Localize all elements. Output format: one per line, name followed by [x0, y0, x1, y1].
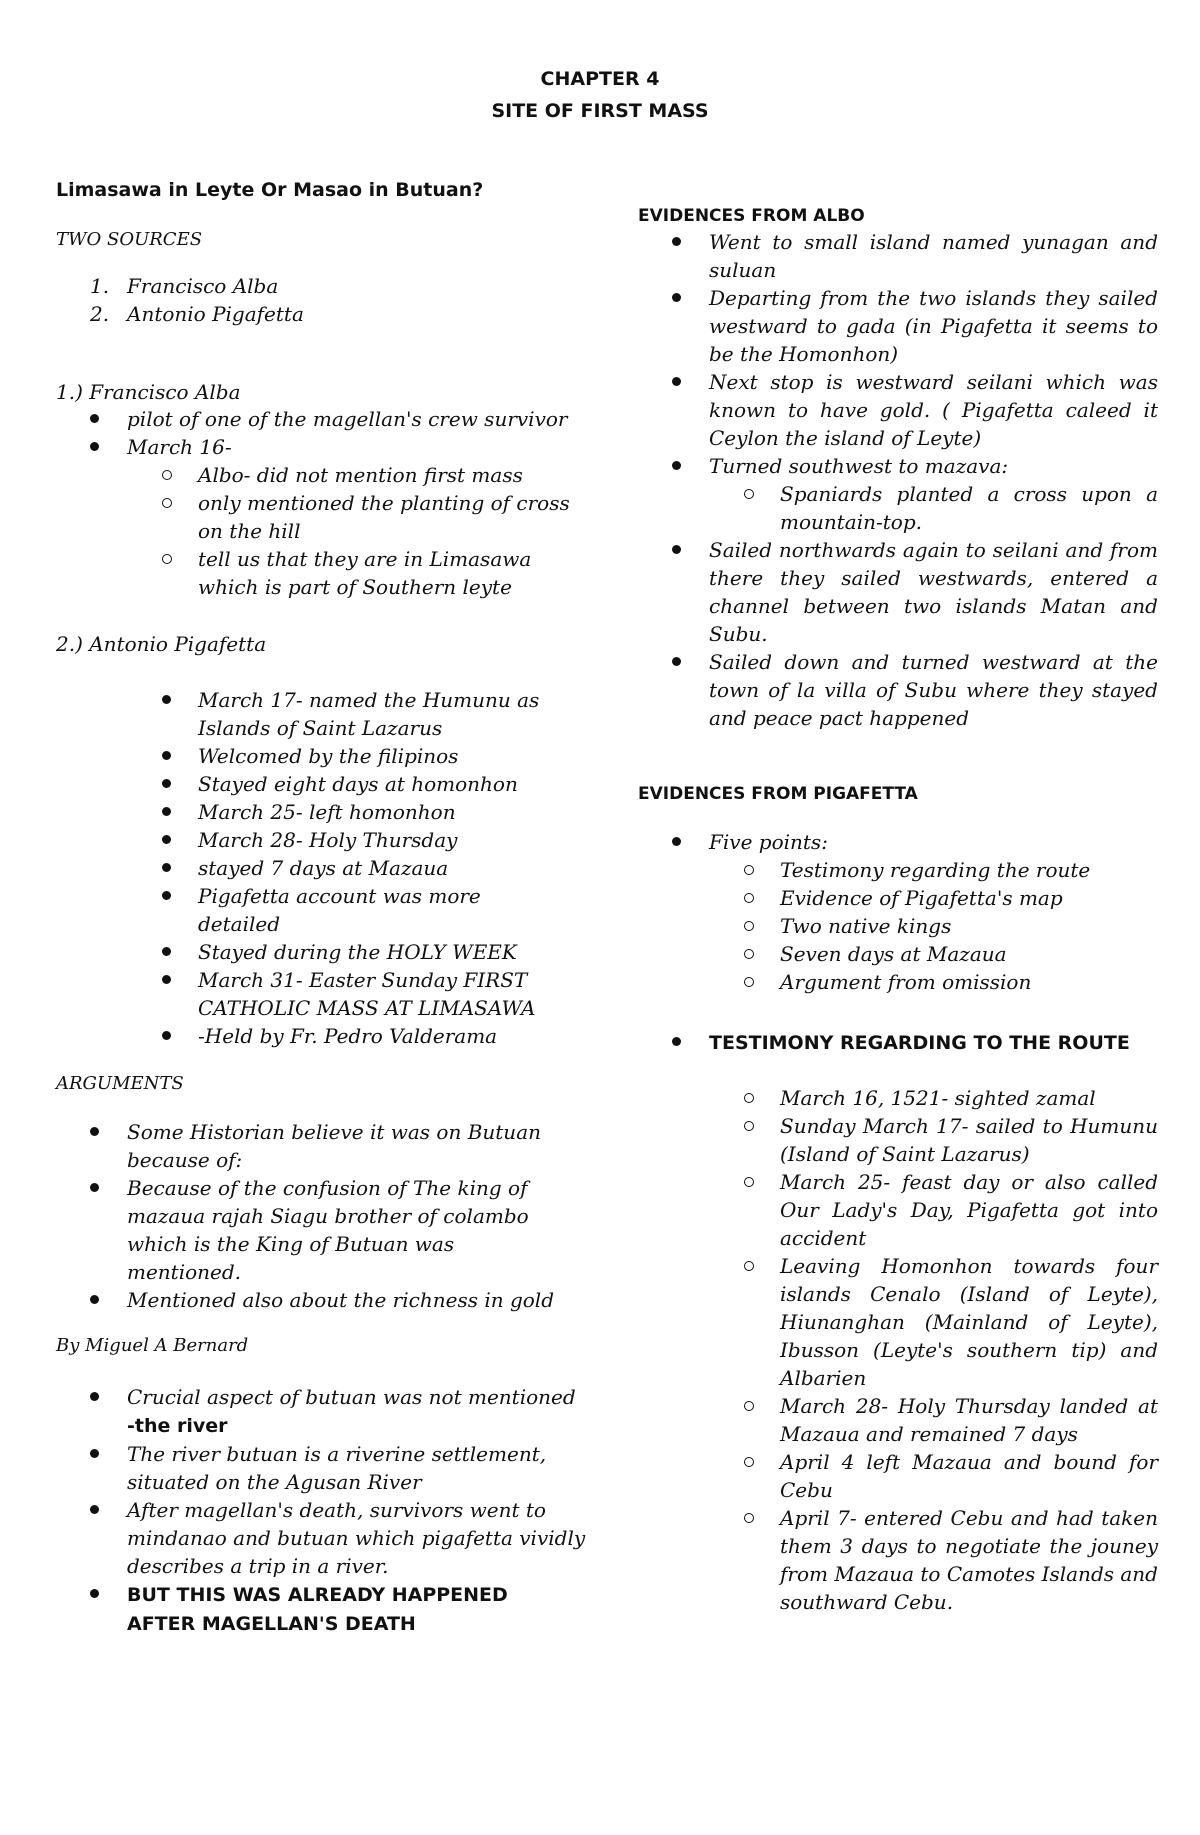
list-item: After magellan's death, survivors went to mindanao and butuan which pigafetta vividly describes a trip in a river. [127, 1498, 586, 1578]
list-item: March 25- left homonhon [198, 800, 456, 824]
section-question: Limasawa in Leyte Or Masao in Butuan? [56, 179, 484, 201]
arguments-list [56, 1118, 596, 1314]
testimony-list [638, 1084, 1158, 1616]
list-item: Sailed down and turned westward at the town of la villa of Subu where they stayed and peace pact happened [709, 650, 1158, 730]
bernard-list [56, 1383, 596, 1638]
list-item: Argument from omission [780, 970, 1032, 994]
pigafetta-evidence-heading: EVIDENCES FROM PIGAFETTA [638, 784, 918, 804]
list-item: Albo- did not mention first mass [198, 463, 523, 487]
list-item: BUT THIS WAS ALREADY HAPPENED AFTER MAGELLAN'S DEATH [127, 1584, 508, 1635]
list-item: March 28- Holy Thursday landed at Mazaua and remained 7 days [780, 1394, 1158, 1446]
chapter-title: SITE OF FIRST MASS [491, 100, 709, 122]
list-item: Leaving Homonhon towards four islands Cenalo (Island of Leyte), Hiunanghan (Mainland of Leyte), Ibusson (Leyte's southern tip) and Albarien [780, 1254, 1158, 1390]
list-item: The river butuan is a riverine settlement, situated on the Agusan River [127, 1442, 547, 1494]
list-item: 1. Francisco Alba [90, 274, 279, 298]
list-item: Turned southwest to mazava: [709, 454, 1009, 478]
list-item: Pigafetta account was more detailed [198, 884, 481, 936]
list-item: tell us that they are in Limasawa which is part of Southern leyte [198, 547, 532, 599]
list-item: Because of the confusion of The king of mazaua rajah Siagu brother of colambo which is the King of Butuan was mentioned. [127, 1176, 529, 1284]
list-item: Mentioned also about the richness in gold [127, 1288, 555, 1312]
list-item: April 7- entered Cebu and had taken them 3 days to negotiate the jouney from Mazaua to Camotes Islands and southward Cebu. [780, 1506, 1158, 1614]
albo-list [638, 228, 1158, 732]
list-item: March 17- named the Humunu as Islands of Saint Lazarus [198, 688, 540, 740]
list-item: Testimony regarding the route [780, 858, 1091, 882]
bernard-label: By Miguel A Bernard [56, 1335, 249, 1356]
testimony-heading-list [638, 1028, 1158, 1057]
list-item: 2. Antonio Pigafetta [90, 302, 304, 326]
sources-list [56, 272, 596, 328]
list-item: stayed 7 days at Mazaua [198, 856, 449, 880]
five-points-list [638, 828, 1158, 996]
list-item: only mentioned the planting of cross on the hill [198, 491, 570, 543]
chapter-number: CHAPTER 4 [540, 68, 660, 90]
list-item [638, 1028, 1158, 1057]
list-item: March 25- feast day or also called Our Lady's Day, Pigafetta got into accident [780, 1170, 1158, 1250]
alba-list [56, 405, 596, 601]
pigafetta-list [56, 686, 556, 1050]
list-item: Seven days at Mazaua [780, 942, 1007, 966]
pigafetta-heading: 2.) Antonio Pigafetta [56, 632, 267, 656]
list-item: Sailed northwards again to seilani and from there they sailed westwards, entered a channel between two islands Matan and Subu. [709, 538, 1158, 646]
list-item: Some Historian believe it was on Butuan because of: [127, 1120, 541, 1172]
testimony-heading: TESTIMONY REGARDING TO THE ROUTE [709, 1032, 1130, 1054]
list-item: Stayed eight days at homonhon [198, 772, 518, 796]
list-item: Two native kings [780, 914, 952, 938]
list-item: Sunday March 17- sailed to Humunu (Island of Saint Lazarus) [780, 1114, 1158, 1166]
list-item: March 28- Holy Thursday [198, 828, 458, 852]
albo-heading: EVIDENCES FROM ALBO [638, 206, 865, 226]
list-item: Evidence of Pigafetta's map [780, 886, 1063, 910]
two-sources-label: TWO SOURCES [56, 229, 203, 250]
arguments-label: ARGUMENTS [56, 1073, 184, 1094]
list-item: March 16- [127, 435, 232, 459]
list-item: Stayed during the HOLY WEEK [198, 940, 517, 964]
list-item: Went to small island named yunagan and suluan [709, 230, 1158, 282]
list-item: Spaniards planted a cross upon a mountain-top. [780, 482, 1158, 534]
bold-emphasis: -the river [127, 1415, 228, 1437]
list-item: Next stop is westward seilani which was known to have gold. ( Pigafetta caleed it Ceylon the island of Leyte) [709, 370, 1158, 450]
list-item: Departing from the two islands they sailed westward to gada (in Pigafetta it seems to be the Homonhon) [709, 286, 1158, 366]
list-item: March 31- Easter Sunday FIRST CATHOLIC MASS AT LIMASAWA [198, 968, 536, 1020]
list-item: Crucial aspect of butuan was not mentioned -the river [127, 1385, 576, 1437]
list-item: April 4 left Mazaua and bound for Cebu [780, 1450, 1158, 1502]
list-item: Five points: [709, 830, 828, 854]
list-item: -Held by Fr. Pedro Valderama [198, 1024, 498, 1048]
list-item: March 16, 1521- sighted zamal [780, 1086, 1096, 1110]
list-item: pilot of one of the magellan's crew survivor [127, 407, 568, 431]
alba-heading: 1.) Francisco Alba [56, 380, 241, 404]
list-item: Welcomed by the filipinos [198, 744, 459, 768]
